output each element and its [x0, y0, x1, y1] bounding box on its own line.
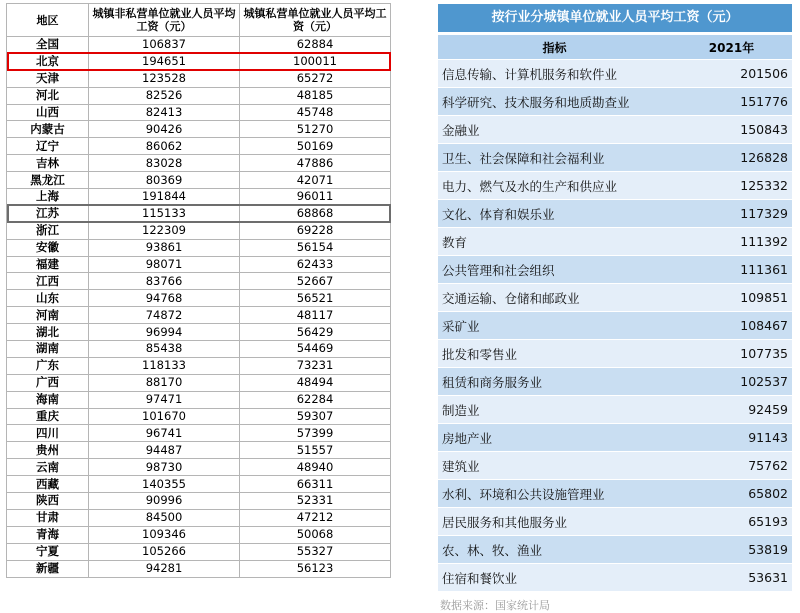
industry-name-cell: 采矿业	[438, 312, 671, 340]
region-cell: 全国	[7, 37, 89, 54]
industry-name-cell: 教育	[438, 228, 671, 256]
private-wage-cell: 42071	[240, 172, 391, 189]
industry-name-cell: 电力、燃气及水的生产和供应业	[438, 172, 671, 200]
table-row	[438, 564, 792, 592]
private-wage-cell: 48940	[240, 459, 391, 476]
nonprivate-wage-cell: 80369	[89, 172, 240, 189]
industry-wage-cell: 92459	[671, 396, 792, 424]
nonprivate-wage-cell: 109346	[89, 526, 240, 543]
table-row	[7, 172, 391, 189]
table-row	[7, 104, 391, 121]
table-row	[7, 357, 391, 374]
industry-wage-cell: 53631	[671, 564, 792, 592]
table-row	[7, 374, 391, 391]
nonprivate-wage-cell: 94768	[89, 290, 240, 307]
table-row	[7, 509, 391, 526]
nonprivate-wage-cell: 85438	[89, 341, 240, 358]
industry-name-cell: 租赁和商务服务业	[438, 368, 671, 396]
table-row	[7, 459, 391, 476]
region-cell: 湖北	[7, 324, 89, 341]
regional-wage-table	[6, 3, 391, 578]
table-row	[438, 88, 792, 116]
industry-wage-cell: 126828	[671, 144, 792, 172]
table-header-row	[438, 35, 792, 60]
private-wage-cell: 68868	[240, 205, 391, 222]
industry-name-cell: 公共管理和社会组织	[438, 256, 671, 284]
industry-wage-table-body	[438, 60, 792, 592]
region-cell: 重庆	[7, 408, 89, 425]
industry-name-cell: 建筑业	[438, 452, 671, 480]
industry-wage-table-panel	[438, 4, 792, 613]
industry-wage-cell: 117329	[671, 200, 792, 228]
nonprivate-wage-cell: 98730	[89, 459, 240, 476]
private-wage-cell: 48117	[240, 307, 391, 324]
nonprivate-wage-cell: 90996	[89, 493, 240, 510]
private-wage-cell: 100011	[240, 53, 391, 70]
private-wage-cell: 56521	[240, 290, 391, 307]
table-row	[7, 70, 391, 87]
industry-wage-cell: 75762	[671, 452, 792, 480]
industry-wage-cell: 91143	[671, 424, 792, 452]
industry-wage-cell: 65193	[671, 508, 792, 536]
table-row	[438, 536, 792, 564]
region-cell: 山西	[7, 104, 89, 121]
private-wage-cell: 62884	[240, 37, 391, 54]
industry-name-cell: 批发和零售业	[438, 340, 671, 368]
region-cell: 福建	[7, 256, 89, 273]
industry-wage-cell: 109851	[671, 284, 792, 312]
nonprivate-wage-cell: 94487	[89, 442, 240, 459]
col-header-private-wage: 城镇私营单位就业人员平均工资（元）	[240, 4, 391, 37]
table-row	[438, 256, 792, 284]
table-row	[7, 205, 391, 222]
region-cell: 河南	[7, 307, 89, 324]
table-row	[438, 312, 792, 340]
industry-wage-cell: 65802	[671, 480, 792, 508]
nonprivate-wage-cell: 86062	[89, 138, 240, 155]
nonprivate-wage-cell: 84500	[89, 509, 240, 526]
industry-wage-cell: 111392	[671, 228, 792, 256]
region-cell: 海南	[7, 391, 89, 408]
private-wage-cell: 59307	[240, 408, 391, 425]
table-row	[438, 116, 792, 144]
nonprivate-wage-cell: 191844	[89, 189, 240, 206]
nonprivate-wage-cell: 90426	[89, 121, 240, 138]
table-row	[7, 189, 391, 206]
region-cell: 辽宁	[7, 138, 89, 155]
private-wage-cell: 52331	[240, 493, 391, 510]
table-row	[7, 37, 391, 54]
industry-name-cell: 文化、体育和娱乐业	[438, 200, 671, 228]
region-cell: 贵州	[7, 442, 89, 459]
region-cell: 吉林	[7, 155, 89, 172]
private-wage-cell: 51270	[240, 121, 391, 138]
table-row	[7, 425, 391, 442]
private-wage-cell: 56429	[240, 324, 391, 341]
table-row	[7, 273, 391, 290]
nonprivate-wage-cell: 140355	[89, 476, 240, 493]
table-row	[7, 543, 391, 560]
nonprivate-wage-cell: 82413	[89, 104, 240, 121]
table-row	[7, 526, 391, 543]
industry-name-cell: 制造业	[438, 396, 671, 424]
nonprivate-wage-cell: 88170	[89, 374, 240, 391]
table-row	[7, 391, 391, 408]
table-header-row	[7, 4, 391, 37]
region-cell: 天津	[7, 70, 89, 87]
table-row	[7, 121, 391, 138]
industry-name-cell: 交通运输、仓储和邮政业	[438, 284, 671, 312]
region-cell: 安徽	[7, 239, 89, 256]
table-row	[7, 87, 391, 104]
industry-wage-cell: 108467	[671, 312, 792, 340]
private-wage-cell: 55327	[240, 543, 391, 560]
table-row	[438, 144, 792, 172]
industry-wage-cell: 151776	[671, 88, 792, 116]
private-wage-cell: 69228	[240, 222, 391, 239]
table-row	[7, 341, 391, 358]
nonprivate-wage-cell: 82526	[89, 87, 240, 104]
industry-wage-cell: 107735	[671, 340, 792, 368]
industry-name-cell: 信息传输、计算机服务和软件业	[438, 60, 671, 88]
table-row	[7, 493, 391, 510]
industry-wage-cell: 102537	[671, 368, 792, 396]
table-row	[438, 172, 792, 200]
table-row	[7, 53, 391, 70]
private-wage-cell: 65272	[240, 70, 391, 87]
nonprivate-wage-cell: 122309	[89, 222, 240, 239]
nonprivate-wage-cell: 105266	[89, 543, 240, 560]
nonprivate-wage-cell: 96741	[89, 425, 240, 442]
nonprivate-wage-cell: 83028	[89, 155, 240, 172]
table-row	[438, 424, 792, 452]
table-row	[438, 284, 792, 312]
private-wage-cell: 62284	[240, 391, 391, 408]
industry-name-cell: 水利、环境和公共设施管理业	[438, 480, 671, 508]
industry-name-cell: 居民服务和其他服务业	[438, 508, 671, 536]
table-row	[7, 408, 391, 425]
regional-wage-table-body	[7, 37, 391, 578]
table-row	[438, 396, 792, 424]
nonprivate-wage-cell: 194651	[89, 53, 240, 70]
table-row	[438, 60, 792, 88]
private-wage-cell: 54469	[240, 341, 391, 358]
table-row	[7, 256, 391, 273]
regional-wage-table-panel	[6, 3, 390, 578]
region-cell: 陕西	[7, 493, 89, 510]
region-cell: 江苏	[7, 205, 89, 222]
table-row	[7, 290, 391, 307]
table-row	[438, 200, 792, 228]
industry-wage-cell: 201506	[671, 60, 792, 88]
table-row	[438, 340, 792, 368]
industry-wage-table	[438, 35, 792, 592]
private-wage-cell: 50068	[240, 526, 391, 543]
table-row	[7, 307, 391, 324]
private-wage-cell: 50169	[240, 138, 391, 155]
private-wage-cell: 47212	[240, 509, 391, 526]
nonprivate-wage-cell: 106837	[89, 37, 240, 54]
industry-name-cell: 房地产业	[438, 424, 671, 452]
region-cell: 上海	[7, 189, 89, 206]
table-row	[438, 228, 792, 256]
nonprivate-wage-cell: 115133	[89, 205, 240, 222]
table-row	[7, 155, 391, 172]
region-cell: 广西	[7, 374, 89, 391]
private-wage-cell: 47886	[240, 155, 391, 172]
nonprivate-wage-cell: 74872	[89, 307, 240, 324]
private-wage-cell: 45748	[240, 104, 391, 121]
region-cell: 四川	[7, 425, 89, 442]
industry-name-cell: 卫生、社会保障和社会福利业	[438, 144, 671, 172]
nonprivate-wage-cell: 93861	[89, 239, 240, 256]
table-row	[438, 452, 792, 480]
private-wage-cell: 56123	[240, 560, 391, 577]
col-header-region: 地区	[7, 4, 89, 37]
region-cell: 内蒙古	[7, 121, 89, 138]
nonprivate-wage-cell: 96994	[89, 324, 240, 341]
industry-table-title: 按行业分城镇单位就业人员平均工资（元）	[438, 4, 792, 32]
region-cell: 黑龙江	[7, 172, 89, 189]
region-cell: 甘肃	[7, 509, 89, 526]
region-cell: 湖南	[7, 341, 89, 358]
region-cell: 青海	[7, 526, 89, 543]
private-wage-cell: 48185	[240, 87, 391, 104]
nonprivate-wage-cell: 97471	[89, 391, 240, 408]
region-cell: 西藏	[7, 476, 89, 493]
table-row	[7, 239, 391, 256]
industry-wage-cell: 53819	[671, 536, 792, 564]
region-cell: 云南	[7, 459, 89, 476]
private-wage-cell: 73231	[240, 357, 391, 374]
table-row	[438, 480, 792, 508]
industry-wage-cell: 150843	[671, 116, 792, 144]
industry-name-cell: 金融业	[438, 116, 671, 144]
private-wage-cell: 96011	[240, 189, 391, 206]
private-wage-cell: 62433	[240, 256, 391, 273]
nonprivate-wage-cell: 123528	[89, 70, 240, 87]
table-row	[7, 560, 391, 577]
private-wage-cell: 52667	[240, 273, 391, 290]
industry-wage-cell: 111361	[671, 256, 792, 284]
col-header-year: 2021年	[671, 35, 792, 60]
region-cell: 河北	[7, 87, 89, 104]
region-cell: 江西	[7, 273, 89, 290]
industry-name-cell: 科学研究、技术服务和地质勘查业	[438, 88, 671, 116]
col-header-indicator: 指标	[438, 35, 671, 60]
industry-name-cell: 农、林、牧、渔业	[438, 536, 671, 564]
private-wage-cell: 57399	[240, 425, 391, 442]
nonprivate-wage-cell: 98071	[89, 256, 240, 273]
table-row	[7, 442, 391, 459]
region-cell: 广东	[7, 357, 89, 374]
region-cell: 宁夏	[7, 543, 89, 560]
industry-name-cell: 住宿和餐饮业	[438, 564, 671, 592]
table-row	[438, 508, 792, 536]
nonprivate-wage-cell: 118133	[89, 357, 240, 374]
table-row	[7, 222, 391, 239]
region-cell: 浙江	[7, 222, 89, 239]
region-cell: 山东	[7, 290, 89, 307]
region-cell: 新疆	[7, 560, 89, 577]
private-wage-cell: 56154	[240, 239, 391, 256]
data-source-note: 数据来源：国家统计局	[440, 599, 550, 612]
table-row	[7, 476, 391, 493]
region-cell: 北京	[7, 53, 89, 70]
nonprivate-wage-cell: 101670	[89, 408, 240, 425]
private-wage-cell: 66311	[240, 476, 391, 493]
industry-wage-cell: 125332	[671, 172, 792, 200]
table-row	[7, 324, 391, 341]
private-wage-cell: 48494	[240, 374, 391, 391]
col-header-nonprivate-wage: 城镇非私营单位就业人员平均工资（元）	[89, 4, 240, 37]
table-row	[438, 368, 792, 396]
private-wage-cell: 51557	[240, 442, 391, 459]
nonprivate-wage-cell: 83766	[89, 273, 240, 290]
table-row	[7, 138, 391, 155]
nonprivate-wage-cell: 94281	[89, 560, 240, 577]
